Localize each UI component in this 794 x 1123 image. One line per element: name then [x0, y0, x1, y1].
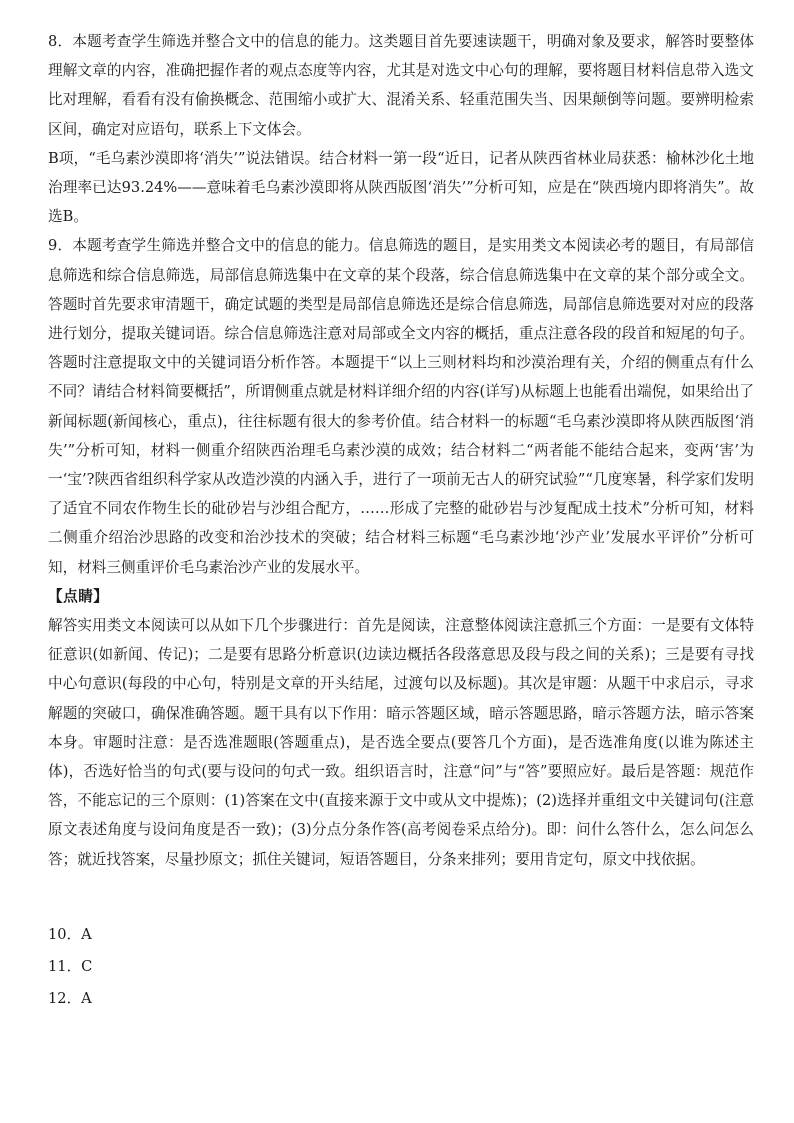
answer-item-12: 12．A — [48, 989, 92, 1007]
answer-analysis-page — [48, 27, 754, 1015]
q8-explanation-paragraph: B项，“毛乌素沙漠即将‘消失’”说法错误。结合材料一第一段“近日，记者从陕西省林业局获悉：榆林沙化土地治理率已达93.24%——意味着毛乌素沙漠即将从陕西版图‘消失’”分析可知，应是在“陕西境内即将消失”。故选B。 — [48, 149, 754, 226]
answer-item-10: 10．A — [48, 925, 92, 943]
answer-item-11: 11．C — [48, 957, 93, 975]
q8-analysis-paragraph: 8．本题考查学生筛选并整合文中的信息的能力。这类题目首先要速读题干，明确对象及要求，解答时要整体理解文章的内容，准确把握作者的观点态度等内容，尤其是对选文中心句的理解，要将题目材料信息带入选文比对理解，看看有没有偷换概念、范围缩小或扩大、混淆关系、轻重范围失当、因果颠倒等问题。要辨明检索区间，确定对应语句，联系上下文体会。 — [48, 33, 754, 138]
tips-paragraph: 解答实用类文本阅读可以从如下几个步骤进行：首先是阅读，注意整体阅读注意抓三个方面：一是要有文体特征意识(如新闻、传记)；二是要有思路分析意识(边读边概括各段落意思及段与段之间的关系)；三是要有寻找中心句意识(每段的中心句，特别是文章的开头结尾，过渡句以及标题)。其次是审题：从题干中求启示，寻求解题的突破口，确保准确答题。题干具有以下作用：暗示答题区域，暗示答题思路，暗示答题方法，暗示答案本身。审题时注意：是否选准题眼(答题重点)，是否选全要点(要答几个方面)，是否选准角度(以谁为陈述主体)，否选好恰当的句式(要与设问的句式一致。组织语言时，注意“问”与“答”要照应好。最后是答题：规范作答，不能忘记的三个原则：(1)答案在文中(直接来源于文中或从文中提炼)；(2)选择并重组文中关键词句(注意原文表述角度与设问角度是否一致)；(3)分点分条作答(高考阅卷采点给分)。即：问什么答什么，怎么问怎么答；就近找答案，尽量抄原文；抓住关键词，短语答题目，分条来排列；要用肯定句，原文中找依据。 — [48, 617, 754, 868]
q9-analysis-paragraph: 9．本题考查学生筛选并整合文中的信息的能力。信息筛选的题目，是实用类文本阅读必考的题目，有局部信息筛选和综合信息筛选，局部信息筛选集中在文章的某个段落，综合信息筛选集中在文章的某个部分或全文。答题时首先要求审清题干，确定试题的类型是局部信息筛选还是综合信息筛选，局部信息筛选要对对应的段落进行划分，提取关键词语。综合信息筛选注意对局部或全文内容的概括，重点注意各段的段首和短尾的句子。答题时注意提取文中的关键词语分析作答。本题提干“以上三则材料均和沙漠治理有关，介绍的侧重点有什么不同？请结合材料简要概括”，所谓侧重点就是材料详细介绍的内容(详写)从标题上也能看出端倪，如果给出了新闻标题(新闻核心，重点)，往往标题有很大的参考价值。结合材料一的标题“毛乌素沙漠即将从陕西版图‘消失’”分析可知，材料一侧重介绍陕西治理毛乌素沙漠的成效；结合材料二“两者能不能结合起来，变两‘害’为一‘宝’?陕西省组织科学家从改造沙漠的内涵入手，进行了一项前无古人的研究试验”“几度寒暑，科学家们发明了适宜不同农作物生长的砒砂岩与沙组合配方，……形成了完整的砒砂岩与沙复配成土技术”分析可知，材料二侧重介绍治沙思路的改变和治沙技术的突破；结合材料三标题“毛乌素沙地‘沙产业’发展水平评价”分析可知，材料三侧重评价毛乌素治沙产业的发展水平。 — [48, 237, 754, 576]
tips-heading: 【点睛】 — [48, 587, 109, 605]
answer-list — [48, 919, 754, 1015]
